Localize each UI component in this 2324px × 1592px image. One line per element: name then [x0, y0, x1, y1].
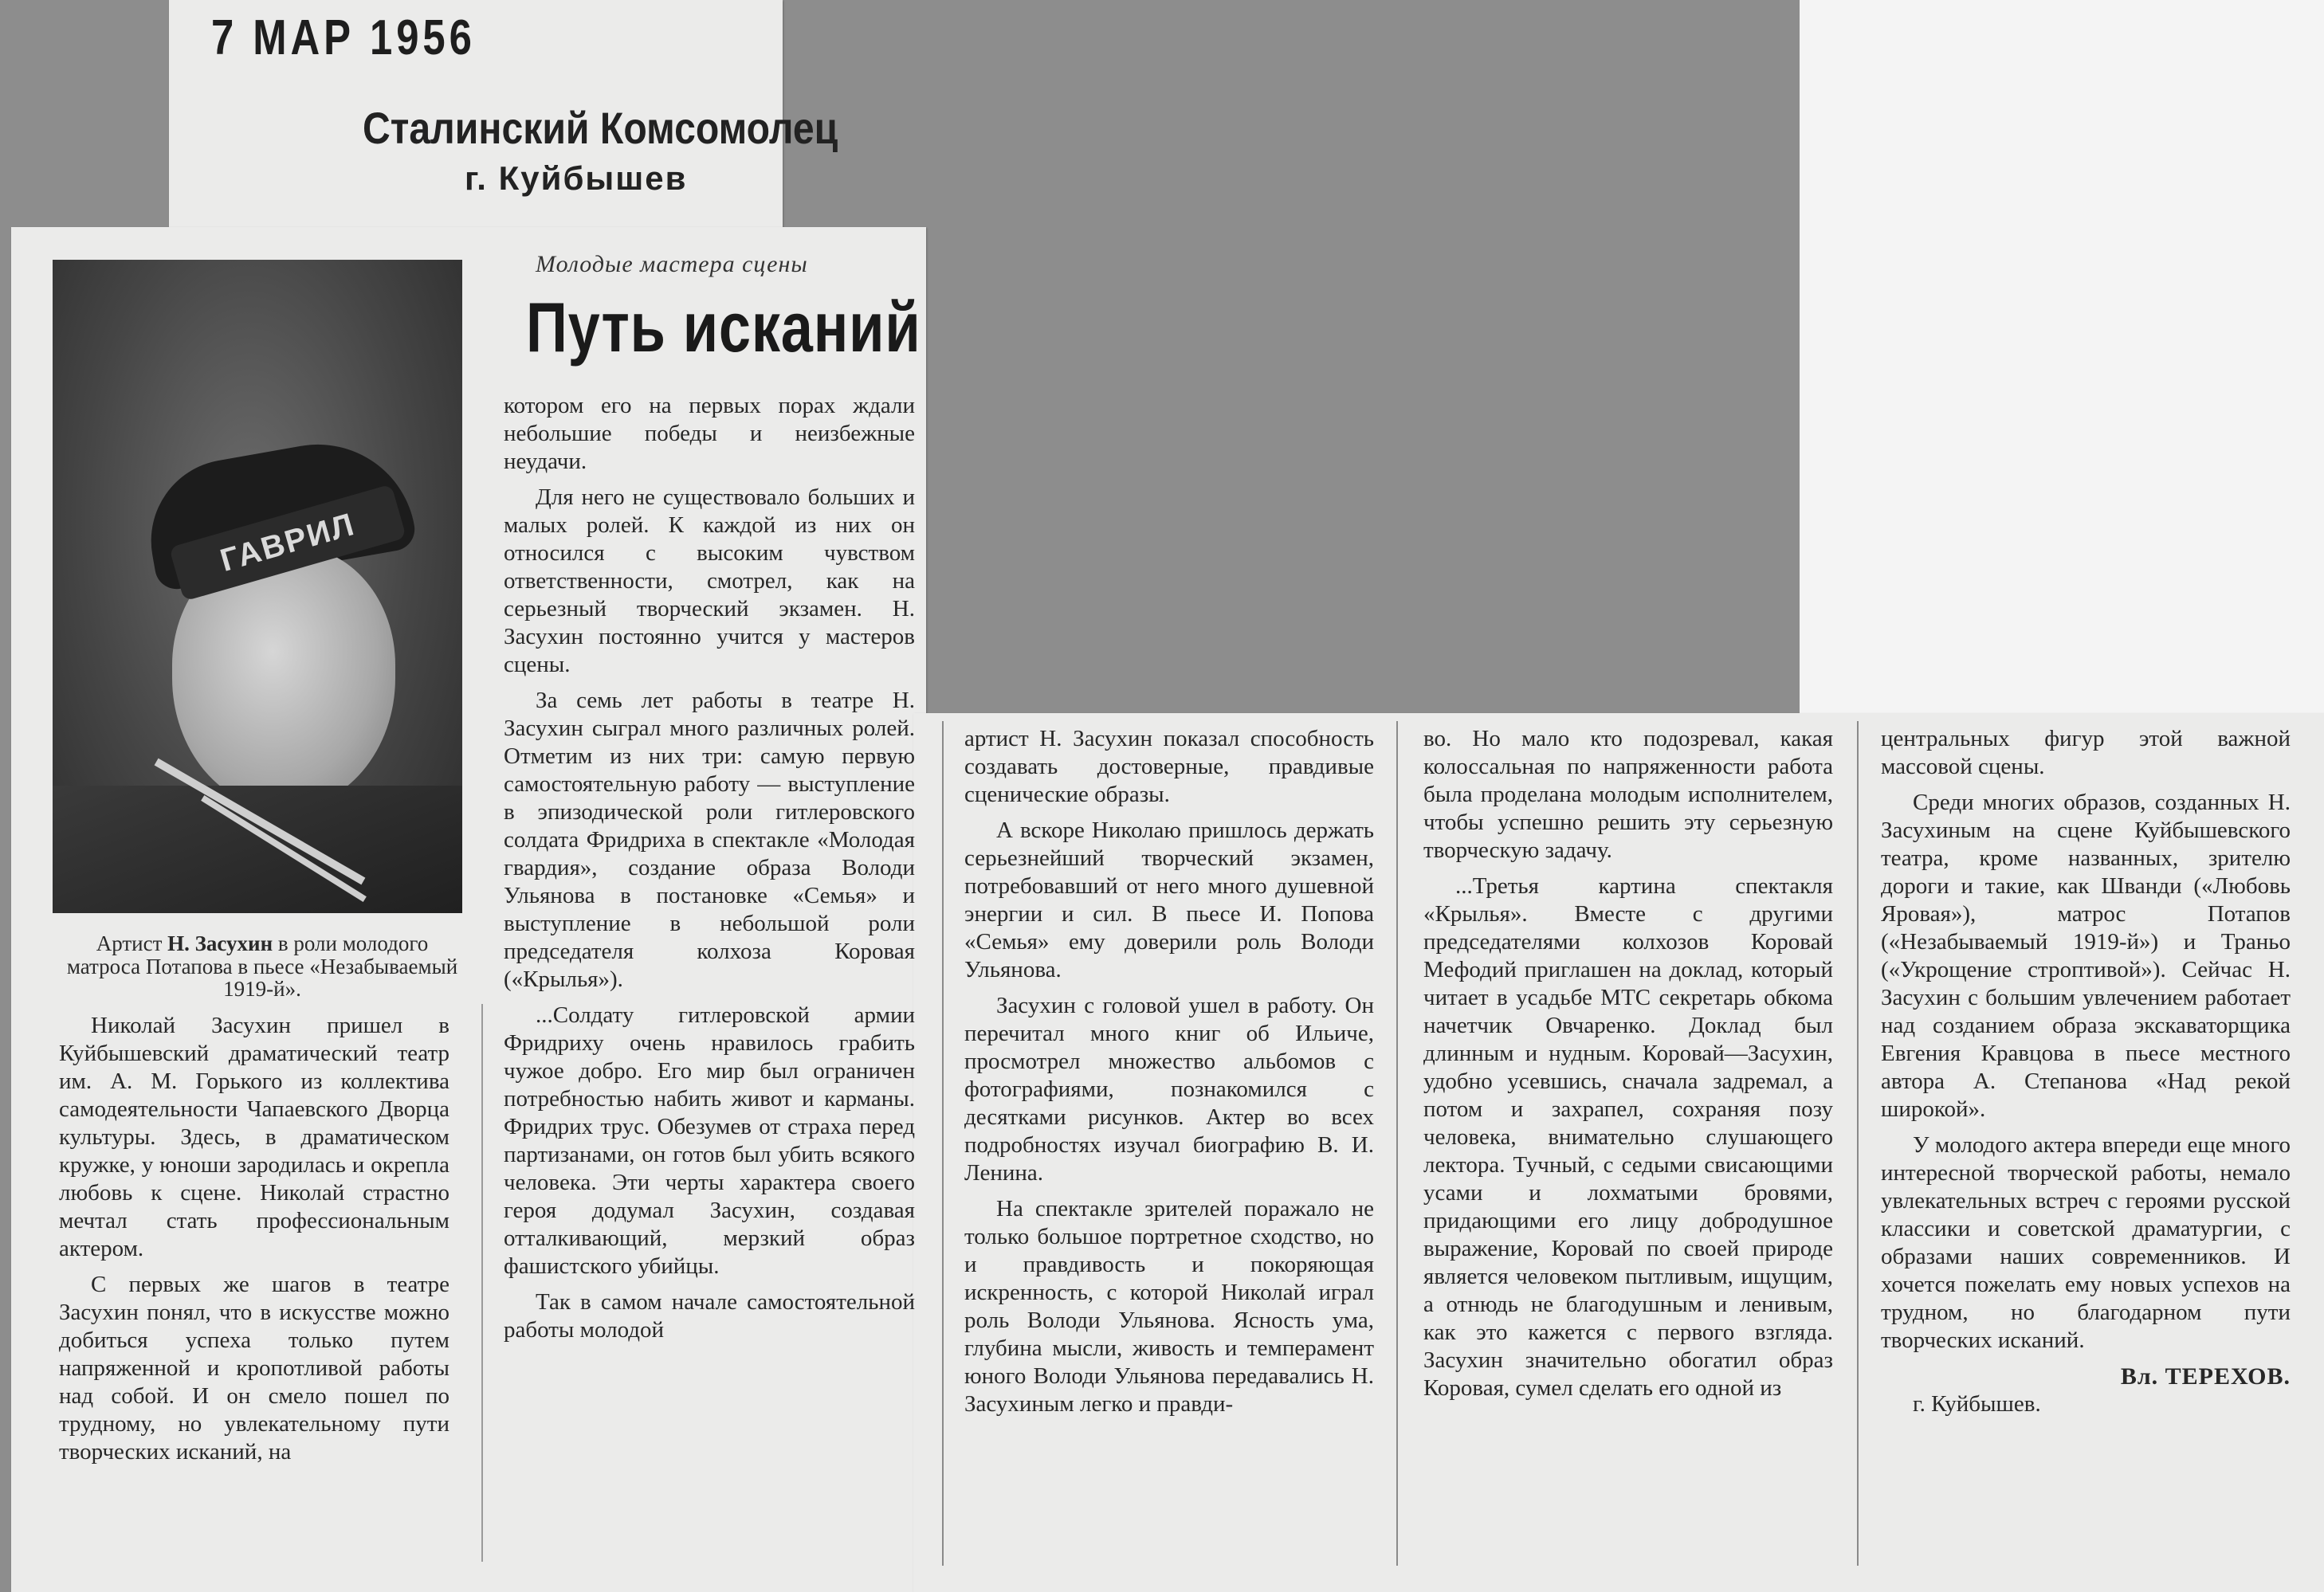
author-signature: Вл. ТЕРЕХОВ. — [2120, 1363, 2291, 1390]
caption-prefix: Артист — [96, 931, 168, 955]
paragraph: Так в самом начале самостоятельной работы молодой — [504, 1289, 915, 1343]
paragraph: ...Солдату гитлеровской армии Фридриху очень нравилось грабить чужое добро. Его мир был ограничен потребностью набить живот и карманы. Фридрих трус. Обезумев от страха перед партизанами, он готов был убить всякого человека. Эти черты характера своего героя додумал Засухин, создавая отталкивающий, мерзкий образ фашистского убийцы. — [504, 1002, 915, 1279]
paragraph: артист Н. Засухин показал способность создавать достоверные, правдивые сценические образы. — [964, 726, 1374, 807]
paragraph: Засухин с головой ушел в работу. Он перечитал много книг об Ильиче, просмотрел множество альбомов с фотографиями, познакомился с десятками рисунков. Актер во всех подробностях изучал биографию В. И. Ленина. — [964, 993, 1374, 1186]
paragraph: Для него не существовало больших и малых ролей. К каждой из них он относился с высоким чувством ответственности, смотрел, как на серьезный творческий экзамен. Н. Засухин постоянно учится у мастеров сцены. — [504, 484, 915, 677]
newspaper-city-stamp: г. Куйбышев — [465, 159, 688, 197]
article-rubric: Молодые мастера сцены — [536, 251, 808, 277]
column-divider — [1396, 721, 1398, 1566]
paragraph: во. Но мало кто подозревал, какая колоссальная по напряженности работа была проделана молодым исполнителем, чтобы успешно решить эту серьезную творческую задачу. — [1423, 726, 1833, 863]
paragraph: центральных фигур этой важной массовой сцены. — [1881, 726, 2291, 779]
sailor-collar — [53, 786, 462, 913]
article-column-3 — [964, 725, 1374, 1426]
paragraph: За семь лет работы в театре Н. Засухин сыграл много различных ролей. Отметим из них три: самую первую самостоятельную работу — выступление в эпизодической роли гитлеровского солдата Фридриха в спектакле «Молодая гвардия», создание образа Володи Ульянова в постановке «Семья» и выступление в небольшой роли председателя колхоза Коровая («Крылья»). — [504, 688, 915, 992]
caption-text: в роли молодого матроса Потапова в пьесе «Незабываемый 1919-й». — [66, 931, 458, 1002]
paragraph: котором его на первых порах ждали небольшие победы и неизбежные неудачи. — [504, 393, 915, 474]
photo-caption — [59, 932, 465, 1001]
archive-date-stamp: 7 МАР 1956 — [211, 10, 476, 65]
paragraph: Николай Засухин пришел в Куйбышевский драматический театр им. А. М. Горького из коллектива самодеятельности Чапаевского Дворца культуры. Здесь, в драматическом кружке, у юноши зародилась и окрепла любовь к сцене. Николай страстно мечтал стать профессиональным актером. — [59, 1013, 449, 1261]
paragraph: ...Третья картина спектакля «Крылья». Вместе с другими председателями колхозов Коровай Мефодий приглашен на доклад, который читает в усадьбе МТС секретарь обкома начетчик Овчаренко. Доклад был длинным и нудным. Коровай—Засухин, удобно усевшись, сначала задремал, а потом и захрапел, сохраняя позу человека, внимательно слушающего лектора. Тучный, с седыми свисающими усами и лохматыми бровями, придающими его лицу добродушное выражение, Коровай по своей природе является человеком пытливым, ищущим, а отнюдь не благодушным и ленивым, как это кажется с первого взгляда. Засухин значительно обогатил образ Коровая, сумел сделать его одной из — [1423, 873, 1833, 1401]
article-title: Путь исканий — [526, 288, 921, 367]
author-city: г. Куйбышев. — [1913, 1391, 2041, 1417]
column-divider — [481, 1004, 483, 1562]
column-divider — [942, 721, 944, 1566]
paragraph: Среди многих образов, созданных Н. Засухиным на сцене Куйбышевского театра, кроме названных, зрителю дороги и такие, как Шванди («Любовь Яровая»), матрос Потапов («Незабываемый 1919-й») и Траньо («Укрощение строптивой»). Сейчас Н. Засухин с большим увлечением работает над созданием образа экскаваторщика Евгения Кравцова в пьесе местного автора А. Степанова «Над рекой широкой». — [1881, 790, 2291, 1122]
paragraph: У молодого актера впереди еще много интересной творческой работы, немало увлекательных встреч с героями русской классики и советской драматургии, с образами наших современников. И хочется пожелать ему новых успехов на трудном, но благодарном пути творческих исканий. — [1881, 1132, 2291, 1353]
paragraph: А вскоре Николаю пришлось держать серьезнейший творческий экзамен, потребовавший от него много душевной энергии и сил. В пьесе И. Попова «Семья» ему доверили роль Володи Ульянова. — [964, 818, 1374, 982]
caption-actor-name: Н. Засухин — [167, 931, 273, 955]
newspaper-name-stamp: Сталинский Комсомолец — [363, 103, 838, 153]
actor-photo — [53, 260, 462, 913]
article-column-4 — [1423, 725, 1833, 1410]
article-column-5 — [1881, 725, 2291, 1418]
article-column-1 — [59, 1012, 449, 1474]
white-background-panel — [1800, 0, 2324, 713]
column-divider — [1857, 721, 1859, 1566]
paragraph: С первых же шагов в театре Засухин понял, что в искусстве можно добиться успеха только путем напряженной и кропотливой работы над собой. И он смело пошел по трудному, но увлекательному пути творческих исканий, на — [59, 1272, 449, 1465]
cap-ribbon: ГАВРИЛ — [169, 484, 406, 601]
paragraph: На спектакле зрителей поражало не только большое портретное сходство, но и правдивость и покоряющая искренность, с которой Николай играл роль Володи Ульянова. Ясность ума, глубина мысли, живость и темперамент юного Володи Ульянова передавались Н. Засухиным легко и правди- — [964, 1196, 1374, 1417]
article-column-2 — [504, 392, 915, 1352]
